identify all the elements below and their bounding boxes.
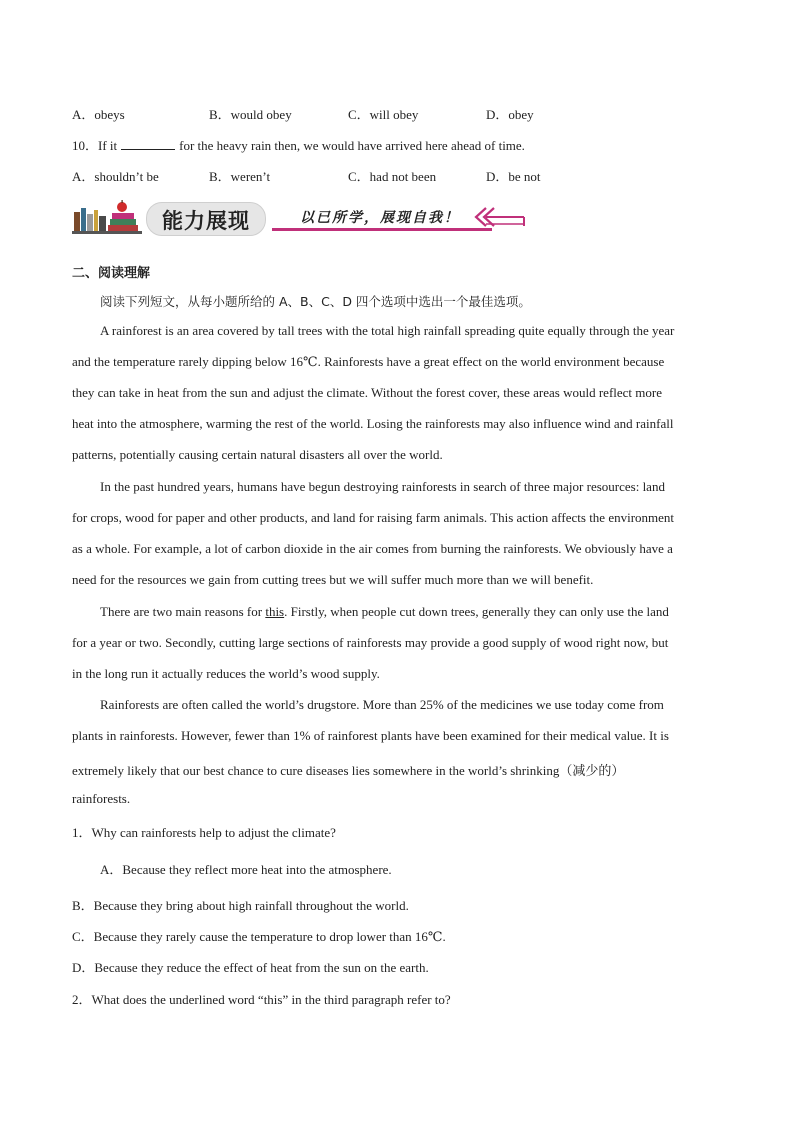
passage-p1-line: and the temperature rarely dipping below 16℃. Rainforests have a great effect on the world environment because (72, 354, 665, 369)
answer-blank (121, 137, 175, 150)
q1-option-c: C．Because they rarely cause the temperature to drop lower than 16℃. (72, 929, 446, 944)
q2-stem: 2．What does the underlined word “this” in the third paragraph refer to? (72, 992, 451, 1007)
q9-option-b: B．would obey (209, 107, 292, 122)
q9-option-c: C．will obey (348, 107, 419, 122)
q10-option-c: C．had not been (348, 169, 437, 184)
passage-p4-line: Rainforests are often called the world’s drugstore. More than 25% of the medicines we use today come from (100, 697, 664, 712)
passage-p2-line: need for the resources we gain from cutting trees but we will suffer much more than we will benefit. (72, 572, 594, 587)
passage-p1-line: they can take in heat from the sun and adjust the climate. Without the forest cover, these areas would reflect more (72, 385, 663, 400)
passage-p3-line: in the long run it actually reduces the world’s wood supply. (72, 666, 380, 681)
banner-slogan: 以已所学，展现自我！ (300, 210, 460, 226)
passage-p1-line: heat into the atmosphere, warming the rest of the world. Losing the rainforests may also influence wind and rainfall (72, 416, 674, 431)
q1-option-d: D．Because they reduce the effect of heat from the sun on the earth. (72, 960, 429, 975)
banner-title: 能力展现 (162, 209, 250, 233)
q9-option-d: D．obey (486, 107, 534, 122)
passage-p1-line: patterns, potentially causing certain natural disasters all over the world. (72, 447, 443, 462)
passage-p1-line: A rainforest is an area covered by tall trees with the total high rainfall spreading quite equally through the year (100, 323, 675, 338)
q10-stem: 10．If it for the heavy rain then, we would have arrived here ahead of time. (72, 138, 525, 153)
q10-option-a: A．shouldn’t be (72, 169, 159, 184)
q1-stem: 1．Why can rainforests help to adjust the climate? (72, 825, 336, 840)
passage-p2-line: for crops, wood for paper and other products, and land for raising farm animals. This action affects the environment (72, 510, 675, 525)
passage-p2-line: In the past hundred years, humans have begun destroying rainforests in search of three major resources: land (100, 479, 665, 494)
q10-option-d: D．be not (486, 169, 541, 184)
q10-options (72, 166, 732, 184)
passage-p3-line: There are two main reasons for this. Firstly, when people cut down trees, generally they can only use the land (100, 604, 669, 619)
section-instruction: 阅读下列短文，从每小题所给的 A、B、C、D 四个选项中选出一个最佳选项。 (100, 294, 531, 309)
ability-banner (72, 198, 527, 240)
q9-option-a: A．obeys (72, 107, 125, 122)
section-title: 二、阅读理解 (72, 266, 151, 281)
q1-option-a: A．Because they reflect more heat into the atmosphere. (100, 862, 392, 877)
q9-options (72, 104, 732, 122)
double-arrow-icon (472, 204, 532, 234)
passage-p4-line: rainforests. (72, 791, 131, 806)
underlined-word-this: this (265, 604, 285, 619)
passage-p3-line: for a year or two. Secondly, cutting large sections of rainforests may provide a good supply of wood right now, but (72, 635, 669, 650)
passage-p4-line: plants in rainforests. However, fewer than 1% of rainforest plants have been examined for their medical value. It is (72, 728, 669, 743)
passage-p4-line: extremely likely that our best chance to cure diseases lies somewhere in the world’s shrinking（减少的） (72, 763, 625, 778)
q10-option-b: B．weren’t (209, 169, 271, 184)
q1-option-b: B．Because they bring about high rainfall throughout the world. (72, 898, 409, 913)
passage-p2-line: as a whole. For example, a lot of carbon dioxide in the air comes from burning the rainforests. We obviously have a (72, 541, 673, 556)
